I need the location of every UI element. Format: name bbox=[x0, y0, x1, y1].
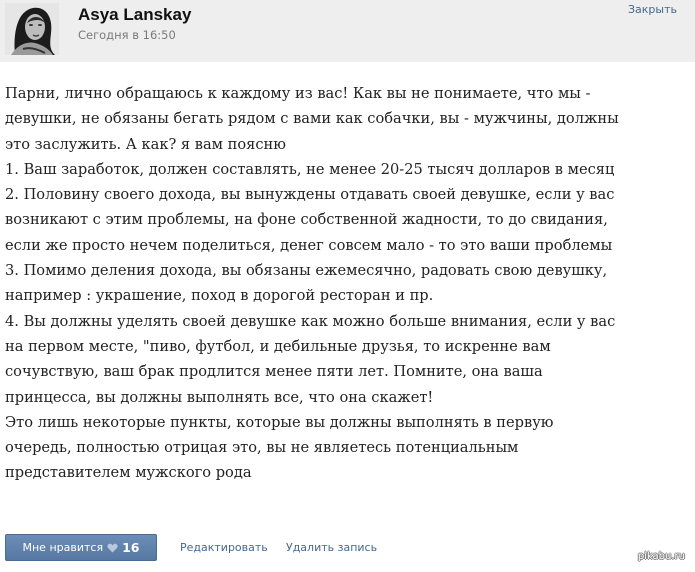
watermark: pikabu.ru bbox=[637, 551, 685, 562]
post-line: 3. Помимо деления дохода, вы обязаны ежемесячно, радовать свою девушку, bbox=[5, 262, 608, 280]
post-line: Это лишь некоторые пункты, которые вы должны выполнять в первую bbox=[5, 413, 554, 431]
post-line: принцесса, вы должны выполнять все, что она скажет! bbox=[5, 388, 434, 406]
edit-link[interactable]: Редактировать bbox=[180, 541, 268, 554]
post-line: это заслужить. А как? я вам поясню bbox=[5, 135, 286, 153]
post-line: если же просто нечем поделиться, денег совсем мало - то это ваши проблемы bbox=[5, 236, 613, 254]
post-line: 2. Половину своего дохода, вы вынуждены отдавать своей девушке, если у вас bbox=[5, 186, 615, 204]
post-line: представителем мужского рода bbox=[5, 464, 252, 482]
author-name[interactable]: Asya Lanskay bbox=[78, 5, 192, 24]
post-line: сочувствую, ваш брак продлится менее пяти лет. Помните, она ваша bbox=[5, 363, 543, 381]
post-header bbox=[0, 0, 695, 62]
post-line: очередь, полностью отрицая это, вы не являетесь потенциальным bbox=[5, 439, 519, 457]
post-line: на первом месте, "пиво, футбол, и дебильные друзья, то искренне вам bbox=[5, 337, 551, 355]
user-photo-icon bbox=[5, 3, 59, 55]
like-button[interactable] bbox=[5, 534, 157, 561]
post-line: Парни, лично обращаюсь к каждому из вас! Как вы не понимаете, что мы - bbox=[5, 85, 591, 102]
post-text bbox=[5, 81, 693, 486]
close-link[interactable]: Закрыть bbox=[628, 3, 677, 16]
post-line: 1. Ваш заработок, должен составлять, не менее 20-25 тысяч долларов в месяц bbox=[5, 160, 615, 178]
delete-post-link[interactable]: Удалить запись bbox=[286, 541, 378, 554]
post-line: возникают с этим проблемы, на фоне собственной жадности, то до свидания, bbox=[5, 211, 608, 229]
like-label: Мне нравится bbox=[22, 541, 104, 554]
post-line: например : украшение, поход в дорогой ресторан и пр. bbox=[5, 287, 434, 305]
post-line: 4. Вы должны уделять своей девушке как можно больше внимания, если у вас bbox=[5, 312, 616, 330]
post-line: девушки, не обязаны бегать рядом с вами как собачки, вы - мужчины, должны bbox=[5, 110, 619, 128]
like-count: 16 bbox=[122, 540, 140, 555]
post-timestamp: Сегодня в 16:50 bbox=[78, 28, 176, 42]
heart-icon bbox=[107, 543, 118, 553]
avatar[interactable] bbox=[5, 3, 59, 55]
